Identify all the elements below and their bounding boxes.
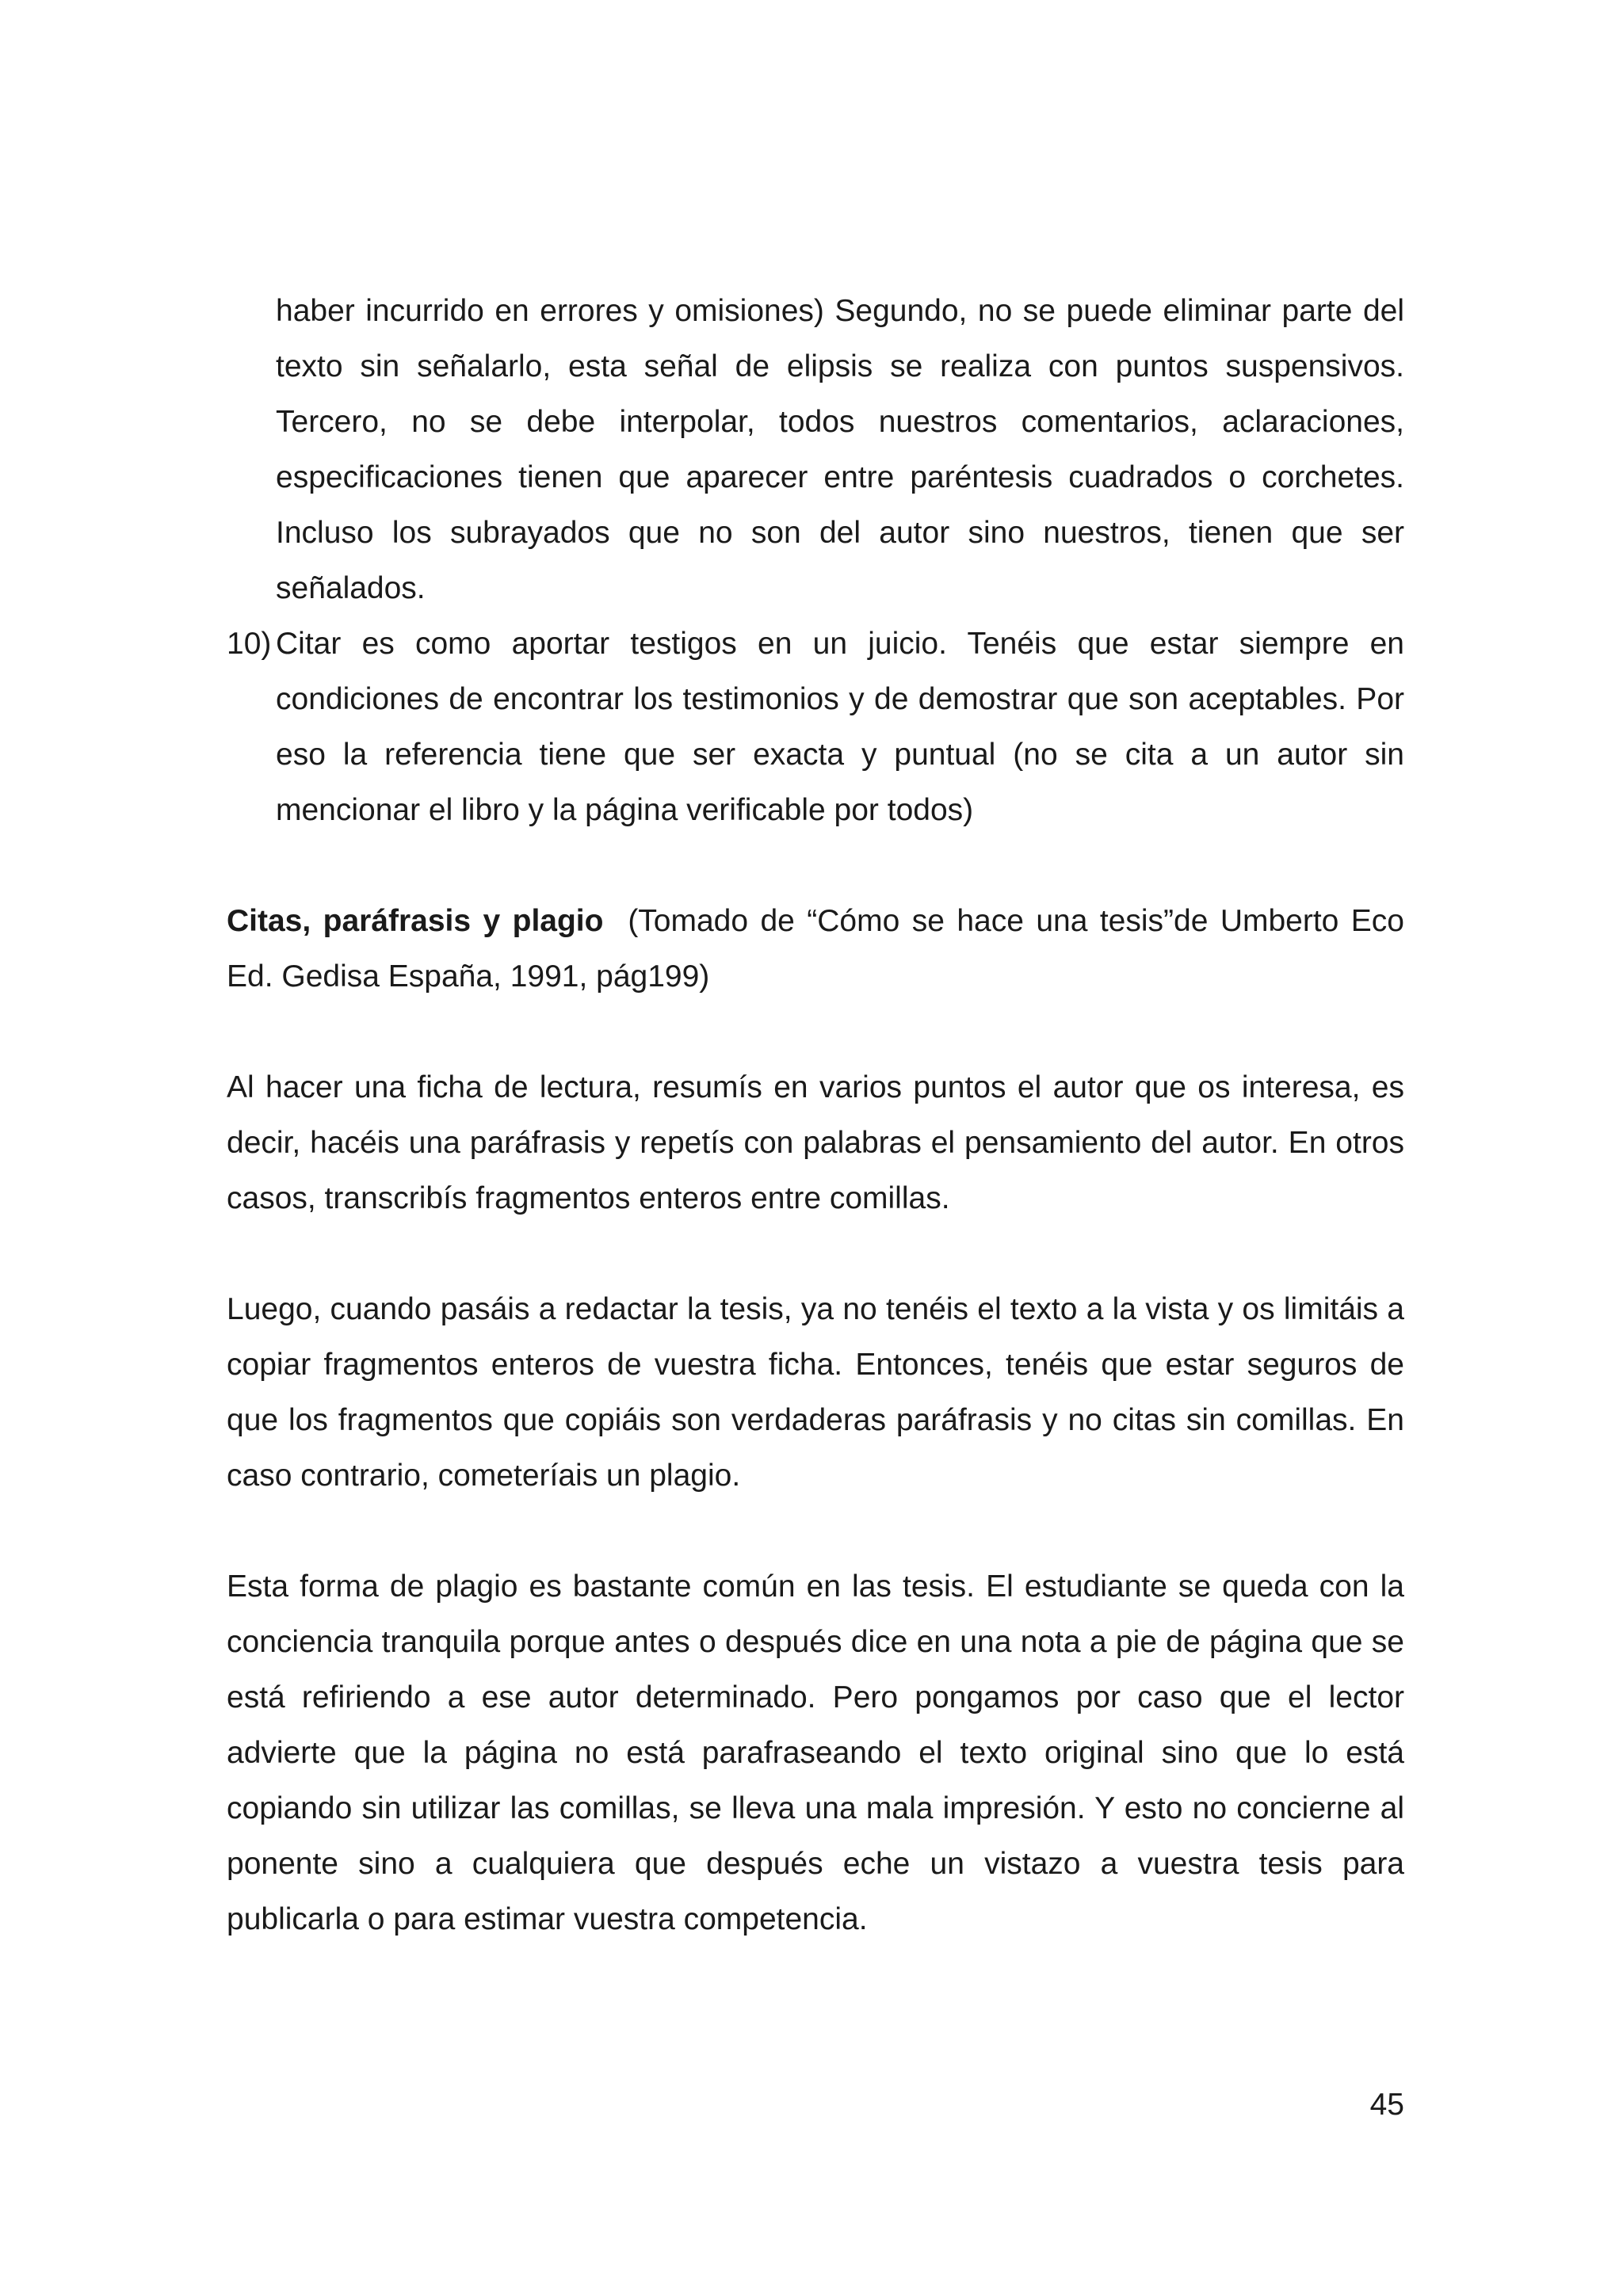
- list-item-10: [227, 616, 1404, 838]
- paragraph-gap: [227, 838, 1404, 894]
- paragraph-gap: [227, 1226, 1404, 1282]
- paragraph-gap: [227, 1005, 1404, 1060]
- body-paragraph: Luego, cuando pasáis a redactar la tesis, ya no tenéis el texto a la vista y os limitáis a copiar fragmentos enteros de vuestra ficha. Entonces, tenéis que estar seguros de que los fragmentos que copiáis son verdaderas paráfrasis y no citas sin comillas. En caso contrario, cometeríais un plagio.: [227, 1292, 1404, 1493]
- body-paragraph: Esta forma de plagio es bastante común en las tesis. El estudiante se queda con la conciencia tranquila porque antes o después dice en una nota a pie de página que se está refiriendo a ese autor determinado. Pero pongamos por caso que el lector advierte que la página no está parafraseando el texto original sino que lo está copiando sin utilizar las comillas, se lleva una mala impresión. Y esto no concierne al ponente sino a cualquiera que después eche un vistazo a vuestra tesis para publicarla o para estimar vuestra competencia.: [227, 1569, 1404, 1936]
- list-item-number: 10): [227, 627, 272, 661]
- continuation-paragraph: haber incurrido en errores y omisiones) Segundo, no se puede eliminar parte del texto sin señalarlo, esta señal de elipsis se realiza con puntos suspensivos. Tercero, no se debe interpolar, todos nuestros comentarios, aclaraciones, especificaciones tienen que aparecer entre paréntesis cuadrados o corchetes. Incluso los subrayados que no son del autor sino nuestros, tienen que ser señalados.: [276, 294, 1404, 605]
- page-content: [227, 284, 1404, 1947]
- paragraph-gap: [227, 1504, 1404, 1559]
- list-item-text: Citar es como aportar testigos en un juicio. Tenéis que estar siempre en condiciones de encontrar los testimonios y de demostrar que son aceptables. Por eso la referencia tiene que ser exacta y puntual (no se cita a un autor sin mencionar el libro y la página verificable por todos): [276, 627, 1404, 827]
- section-source: (Tomado de “Cómo se hace una tesis”de Umberto Eco Ed. Gedisa España, 1991, pág199): [227, 904, 1404, 994]
- body-paragraph: Al hacer una ficha de lectura, resumís en varios puntos el autor que os interesa, es decir, hacéis una paráfrasis y repetís con palabras el pensamiento del autor. En otros casos, transcribís fragmentos enteros entre comillas.: [227, 1070, 1404, 1215]
- section-title: Citas, paráfrasis y plagio: [227, 904, 604, 938]
- page-number: 45: [1369, 2088, 1404, 2122]
- section-heading: [227, 894, 1404, 1005]
